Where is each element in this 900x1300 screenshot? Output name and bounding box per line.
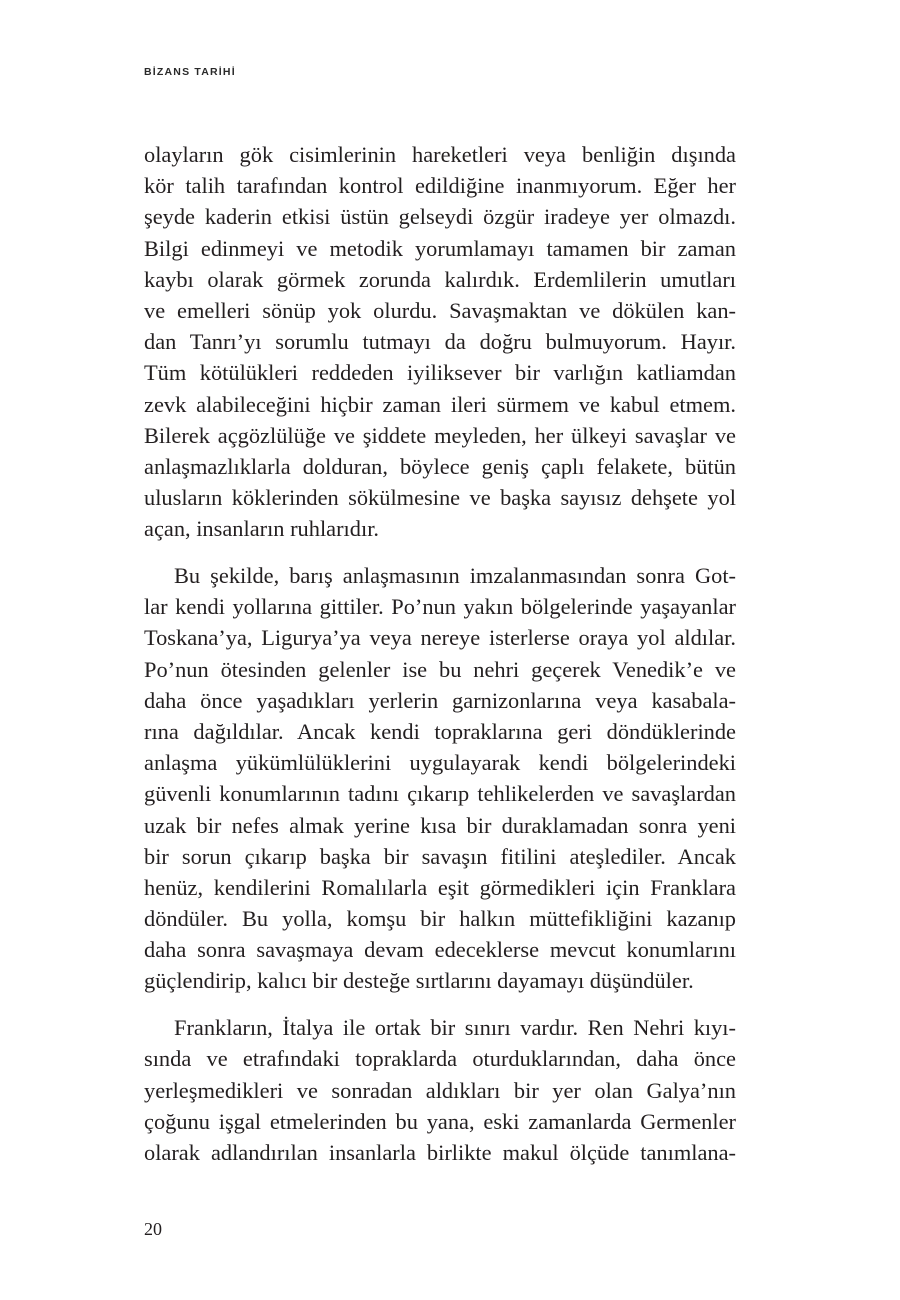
paragraph (144, 1012, 736, 1168)
text-line: rına dağıldılar. Ancak kendi topraklarına geri döndüklerinde (144, 718, 736, 744)
text-line: kör talih tarafından kontrol edildiğine inanmıyorum. Eğer her (144, 173, 736, 199)
text-line: Bilerek açgözlülüğe ve şiddete meyleden, her ülkeyi savaşlar ve (144, 422, 736, 448)
text-line: ulusların köklerinden sökülmesine ve başka sayısız dehşete yol (144, 485, 736, 511)
text-line: daha sonra savaşmaya devam edeceklerse mevcut konumlarını (144, 937, 736, 963)
paragraph-gap (144, 544, 736, 560)
text-line: Bilgi edinmeyi ve metodik yorumlamayı tamamen bir zaman (144, 235, 736, 261)
text-line: anlaşma yükümlülüklerini uygulayarak kendi bölgelerindeki (144, 750, 736, 776)
text-line: daha önce yaşadıkları yerlerin garnizonlarına veya kasabala- (144, 687, 736, 713)
text-line: Tüm kötülükleri reddeden iyiliksever bir varlığın katliamdan (144, 360, 736, 386)
text-line: şeyde kaderin etkisi üstün gelseydi özgür iradeye yer olmazdı. (144, 204, 736, 230)
paragraph (144, 139, 736, 544)
text-line: henüz, kendilerini Romalılarla eşit görmedikleri için Franklara (144, 874, 736, 900)
text-line: çoğunu işgal etmelerinden bu yana, eski zamanlarda Germenler (144, 1108, 736, 1134)
text-line: döndüler. Bu yolla, komşu bir halkın müttefikliğini kazanıp (144, 906, 736, 932)
text-line: dan Tanrı’yı sorumlu tutmayı da doğru bulmuyorum. Hayır. (144, 329, 736, 355)
paragraph-gap (144, 997, 736, 1013)
text-line: yerleşmedikleri ve sonradan aldıkları bir yer olan Galya’nın (144, 1077, 736, 1103)
text-line: kaybı olarak görmek zorunda kalırdık. Erdemlilerin umutları (144, 266, 736, 292)
text-line: güçlendirip, kalıcı bir desteğe sırtlarını dayamayı düşündüler. (144, 968, 694, 994)
text-line: zevk alabileceğini hiçbir zaman ileri sürmem ve kabul etmem. (144, 391, 736, 417)
page-number: 20 (144, 1219, 162, 1239)
text-line: bir sorun çıkarıp başka bir savaşın fitilini ateşlediler. Ancak (144, 843, 736, 869)
text-line: anlaşmazlıklarla dolduran, böylece geniş çaplı felakete, bütün (144, 453, 736, 479)
text-line: olarak adlandırılan insanlarla birlikte makul ölçüde tanımlana- (144, 1140, 736, 1165)
text-line: Po’nun ötesinden gelenler ise bu nehri geçerek Venedik’e ve (144, 656, 736, 682)
text-line: Toskana’ya, Ligurya’ya veya nereye isterlerse oraya yol aldılar. (144, 625, 736, 651)
text-line: açan, insanların ruhlarıdır. (144, 516, 380, 542)
text-line: lar kendi yollarına gittiler. Po’nun yakın bölgelerinde yaşayanlar (144, 594, 736, 620)
text-line: ve emelleri sönüp yok olurdu. Savaşmaktan ve dökülen kan- (144, 297, 736, 323)
text-line: sında ve etrafındaki topraklarda oturduklarından, daha önce (144, 1046, 736, 1072)
text-line: Bu şekilde, barış anlaşmasının imzalanmasından sonra Got- (174, 563, 736, 589)
text-line: güvenli konumlarının tadını çıkarıp tehlikelerden ve savaşlardan (144, 781, 736, 807)
text-line: olayların gök cisimlerinin hareketleri veya benliğin dışında (144, 142, 736, 167)
paragraph (144, 560, 736, 997)
text-line: uzak bir nefes almak yerine kısa bir duraklamadan sonra yeni (144, 812, 736, 838)
text-line: Frankların, İtalya ile ortak bir sınırı vardır. Ren Nehri kıyı- (174, 1015, 736, 1041)
body-text (144, 139, 736, 1168)
running-header: BİZANS TARİHİ (144, 66, 236, 78)
